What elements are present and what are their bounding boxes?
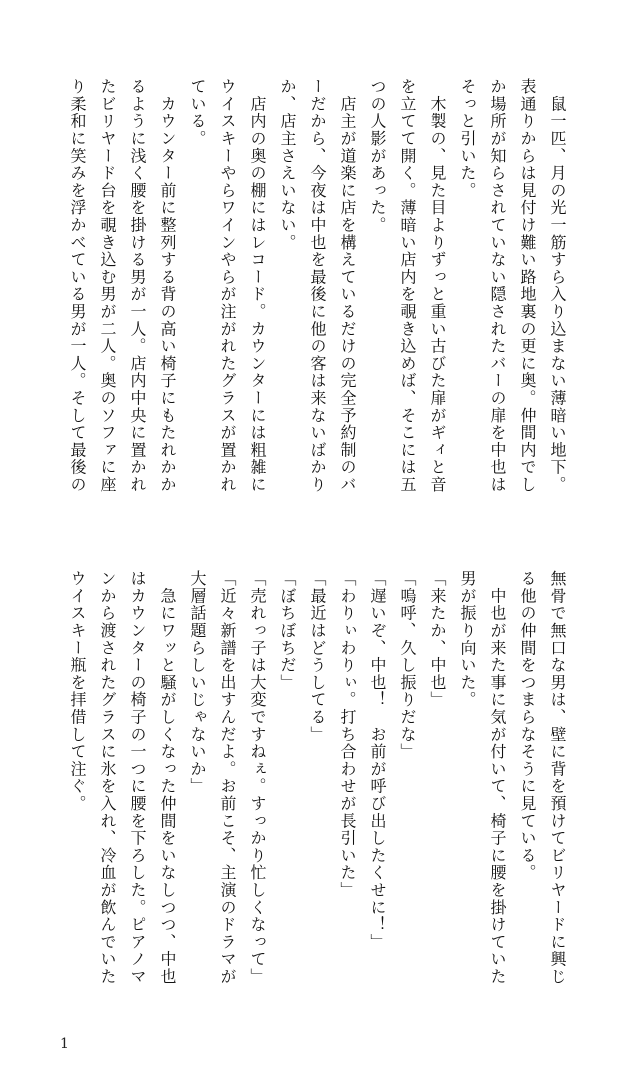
bottom-text-block [48,570,572,1020]
text-line: る他の仲間をつまらなそうに見ている。 [518,570,537,882]
top-text-block [48,78,572,528]
text-line: 急にワッと騒がしくなった仲間をいなしつつ、中也 [158,570,177,986]
text-line: たビリヤード台を覗き込む男が二人。奥のソファに座 [98,78,117,494]
text-line: か、店主さえいない。 [278,78,297,251]
text-line: 中也が来た事に気が付いて、椅子に腰を掛けていた [488,570,507,986]
text-line: カウンター前に整列する背の高い椅子にもたれかか [158,78,177,494]
text-line: 木製の、見た目よりずっと重い古びた扉がギィと音 [428,78,447,494]
page-number: 1 [60,1036,69,1052]
text-line: ウイスキー瓶を拝借して注ぐ。 [68,570,87,813]
text-line: 鼠一匹、月の光一筋すら入り込まない薄暗い地下。 [548,78,567,494]
text-line: 男が振り向いた。 [458,570,477,709]
text-line: を立てて開く。薄暗い店内を覗き込めば、そこには五 [398,78,417,494]
text-line: るように浅く腰を掛ける男が一人。店内中央に置かれ [128,78,147,494]
dialogue-line: 「最近はどうしてる」 [308,570,327,743]
dialogue-line: 「売れっ子は大変ですねぇ。すっかり忙しくなって」 [248,570,267,986]
text-line: そっと引いた。 [458,78,477,200]
text-line: はカウンターの椅子の一つに腰を下ろした。ピアノマ [128,570,147,986]
text-line: つの人影があった。 [368,78,387,234]
text-line: ウイスキーやらワインやらが注がれたグラスが置かれ [218,78,237,494]
text-line: か場所が知らされていない隠されたバーの扉を中也は [488,78,507,494]
text-line: 店内の奥の棚にはレコード。カウンターには粗雑に [248,78,267,494]
text-line: 店主が道楽に店を構えているだけの完全予約制のバ [338,78,357,494]
dialogue-line: 「ぼちぼちだ」 [278,570,297,692]
text-line: 表通りからは見付け難い路地裏の更に奥。仲間内でし [518,78,537,494]
text-line: り柔和に笑みを浮かべている男が一人。そして最後の [68,78,87,494]
text-line: ている。 [188,78,207,148]
dialogue-line: 「嗚呼、久し振りだな」 [398,570,417,761]
text-line: 大層話題らしいじゃないか」 [188,570,207,795]
dialogue-line: 「来たか、中也」 [428,570,447,709]
text-line: ンから渡されたグラスに氷を入れ、冷血が飲んでいた [98,570,117,986]
dialogue-line: 「近々新譜を出すんだよ。お前こそ、主演のドラマが [218,570,237,986]
text-line: 無骨で無口な男は、壁に背を預けてビリヤードに興じ [548,570,567,986]
dialogue-line: 「わりぃわりぃ。打ち合わせが長引いた」 [338,570,357,899]
dialogue-line: 「遅いぞ、中也！ お前が呼び出したくせに！」 [368,570,387,951]
text-line: ーだから、今夜は中也を最後に他の客は来ないばかり [308,78,327,494]
